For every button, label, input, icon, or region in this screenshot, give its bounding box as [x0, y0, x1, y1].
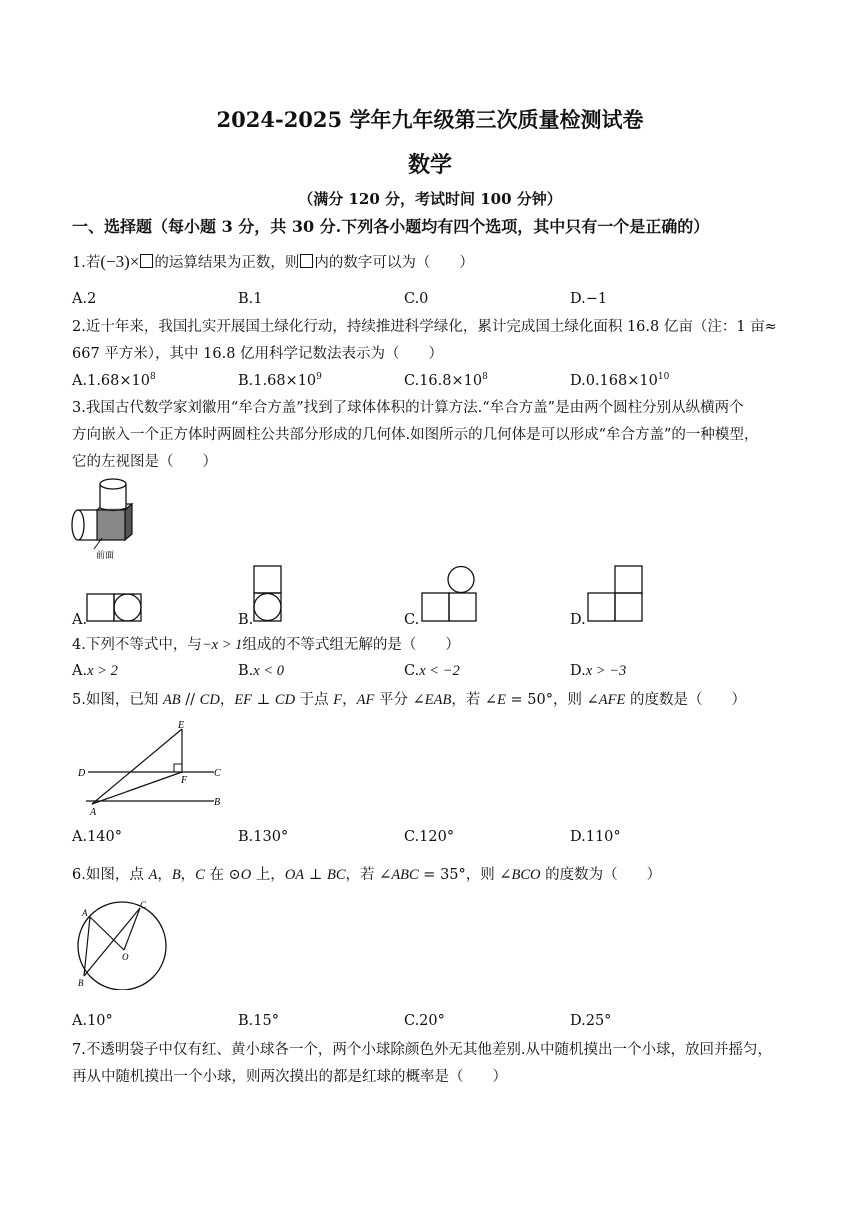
question-text: //: [180, 692, 200, 708]
q1-expression: (−3)×: [100, 252, 140, 271]
question-3-line-2: 方向嵌入一个正方体时两圆柱公共部分形成的几何体.如图所示的几何体是可以形成“牟合方盖”的一种模型，: [72, 427, 759, 443]
question-text: ，: [180, 867, 196, 883]
exam-subject: 数学: [407, 152, 452, 178]
question-text: = 35°，则 ∠: [418, 867, 512, 883]
question-3-line-3: 它的左视图是（ ）: [72, 454, 217, 470]
question-text: 的度数为（ ）: [540, 867, 662, 883]
question-text: ，若 ∠: [451, 692, 498, 708]
q2-option-a: $A.1.68\times 10^8$: [72, 372, 156, 389]
math-term: BCO: [511, 867, 541, 883]
math-term: AFE: [598, 692, 626, 708]
q3-option-a: A.: [72, 612, 88, 628]
math-term: A: [148, 867, 158, 883]
question-4: 4.下列不等式中，与−x > 1组成的不等式组无解的是（ ）: [72, 637, 460, 653]
label-c: C: [140, 900, 147, 910]
q3-option-c: C.: [404, 612, 420, 628]
label-e: E: [178, 720, 185, 731]
q1-option-d: D.−1: [570, 291, 608, 307]
q5-option-b: B.130°: [238, 829, 289, 845]
q2-option-b: $B.1.68\times 10^9$: [238, 372, 322, 389]
q3-option-c-figure: [421, 565, 477, 623]
q3-solid-figure: [70, 472, 140, 564]
q6-option-a: A.10°: [72, 1013, 113, 1029]
label-c: C: [214, 768, 221, 779]
question-text: ，若 ∠: [345, 867, 392, 883]
question-7-line-2: 再从中随机摸出一个小球，则两次摸出的都是红球的概率是（ ）: [72, 1069, 507, 1085]
question-text: 平分 ∠: [374, 692, 425, 708]
q5-geometry-figure: [74, 717, 234, 821]
exam-info: （满分 120 分，考试时间 100 分钟）: [298, 190, 562, 208]
math-term: AB: [162, 692, 181, 708]
q2-option-d: $D.0.168\times 10^{10}$: [570, 372, 670, 389]
q4-option-d: D.x > −3: [570, 663, 627, 679]
math-term: ABC: [391, 867, 419, 883]
label-f: F: [181, 775, 188, 786]
label-a: A: [90, 807, 97, 818]
section-1-title: 一、选择题（每小题 3 分，共 30 分.下列各小题均有四个选项，其中只有一个是正确的）: [72, 217, 710, 236]
question-text: 6.如图，点: [72, 867, 149, 883]
blank-box-icon: [140, 254, 153, 268]
question-text: 在 ⊙: [204, 867, 241, 883]
math-term: CD: [199, 692, 220, 708]
question-text: 5.如图，已知: [72, 692, 163, 708]
q1-option-b: B.1: [238, 291, 263, 307]
q1-option-c: C.0: [404, 291, 429, 307]
math-term: BC: [327, 867, 346, 883]
q6-option-c: C.20°: [404, 1013, 445, 1029]
math-term: F: [333, 692, 343, 708]
math-term: EAB: [424, 692, 452, 708]
q4-option-b: B.x < 0: [238, 663, 284, 679]
question-text: ⊥: [252, 692, 275, 708]
math-term: CD: [274, 692, 296, 708]
math-term: O: [240, 867, 252, 883]
q4-option-a: A.x > 2: [72, 663, 118, 679]
label-b: B: [214, 797, 221, 808]
q6-option-b: B.15°: [238, 1013, 279, 1029]
q2-option-c: $C.16.8\times 10^8$: [404, 372, 488, 389]
question-text: ⊥: [304, 867, 328, 883]
label-d: D: [78, 768, 86, 779]
q5-option-c: C.120°: [404, 829, 455, 845]
math-term: C: [195, 867, 205, 883]
math-term: EF: [234, 692, 253, 708]
q1-option-a: A.2: [72, 291, 97, 307]
label-b: B: [78, 978, 84, 988]
blank-box-icon: [300, 254, 313, 268]
question-3-line-1: 3.我国古代数学家刘徽用“牟合方盖”找到了球体体积的计算方法.“牟合方盖”是由两个圆柱分别从纵横两个: [72, 400, 744, 416]
q3-option-d: D.: [570, 612, 586, 628]
math-term: E: [497, 692, 506, 708]
q6-circle-figure: [72, 898, 172, 990]
math-term: AF: [356, 692, 375, 708]
math-term: OA: [284, 867, 305, 883]
q4-expression: −x > 1: [201, 637, 243, 653]
q6-option-d: D.25°: [570, 1013, 612, 1029]
question-2-line-2: 667 平方米），其中 16.8 亿用科学记数法表示为（ ）: [72, 346, 444, 362]
question-7-line-1: 7.不透明袋子中仅有红、黄小球各一个，两个小球除颜色外无其他差别.从中随机摸出一个小球，放回并摇匀，: [72, 1042, 772, 1058]
q3-option-b-figure: [253, 565, 283, 623]
math-term: B: [171, 867, 181, 883]
question-text: = 50°，则 ∠: [505, 692, 599, 708]
question-2-line-1: 2.近十年来，我国扎实开展国土绿化行动，持续推进科学绿化，累计完成国土绿化面积 16.8 亿亩（注：1 亩≈: [72, 319, 777, 335]
label-o: O: [122, 952, 129, 962]
q4-option-c: C.x < −2: [404, 663, 460, 679]
question-text: 于点: [295, 692, 334, 708]
question-5: [72, 686, 852, 714]
q3-option-a-figure: [86, 593, 142, 623]
question-text: 上，: [251, 867, 285, 883]
question-text: ，: [157, 867, 172, 883]
question-text: ，: [342, 692, 357, 708]
exam-title: 2024-2025 学年九年级第三次质量检测试卷: [216, 107, 644, 132]
q3-option-d-figure: [587, 565, 643, 623]
figure-front-label: 前面: [96, 550, 115, 560]
q3-option-b: B.: [238, 612, 254, 628]
question-1: 1.若(−3)× 的运算结果为正数，则 内的数字可以为（ ）: [72, 252, 474, 271]
question-6: [72, 861, 792, 889]
label-a: A: [82, 908, 88, 918]
question-text: ，: [219, 692, 235, 708]
question-text: 的度数是（ ）: [625, 692, 746, 708]
q5-option-d: D.110°: [570, 829, 621, 845]
q5-option-a: A.140°: [72, 829, 123, 845]
